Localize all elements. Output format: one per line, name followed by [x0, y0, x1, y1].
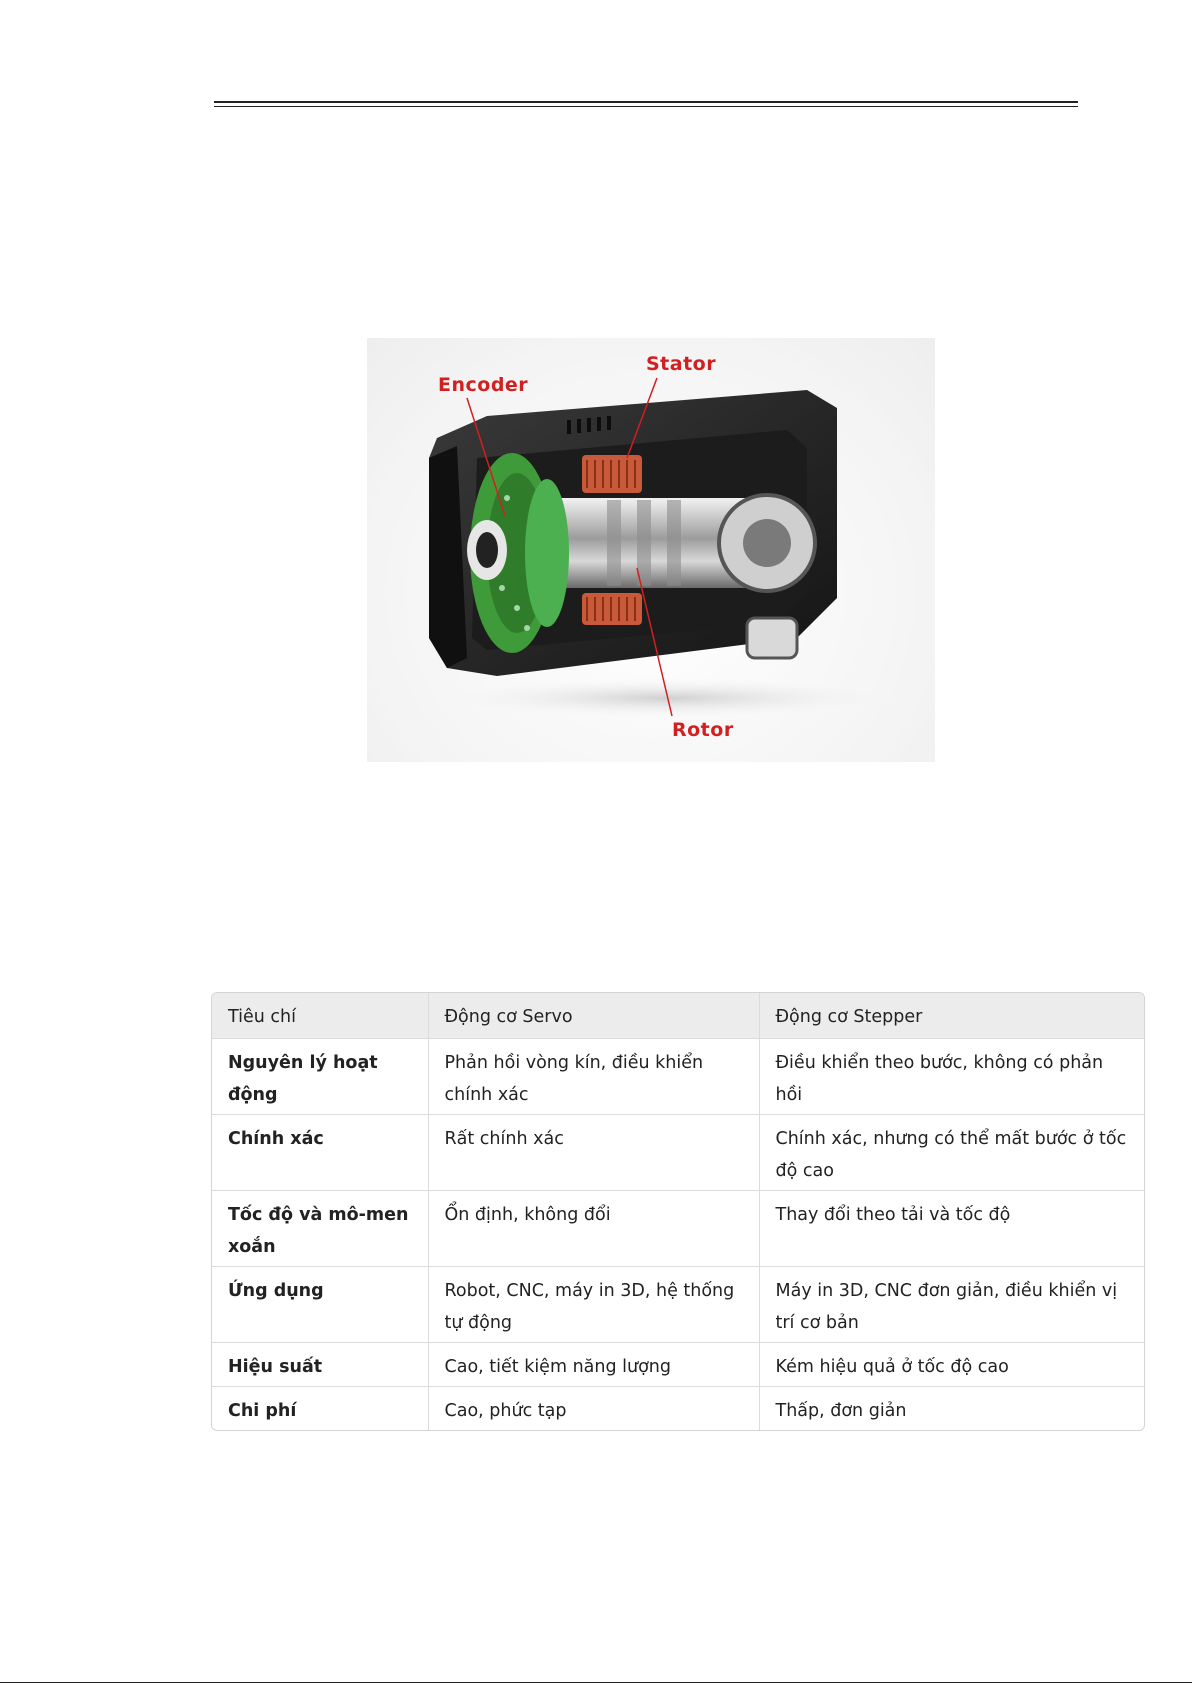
row-servo: Cao, tiết kiệm năng lượng	[428, 1343, 759, 1387]
comparison-table-container	[211, 992, 1145, 1431]
row-servo: Ổn định, không đổi	[428, 1191, 759, 1267]
row-stepper: Máy in 3D, CNC đơn giản, điều khiển vị trí cơ bản	[759, 1267, 1144, 1343]
row-servo: Rất chính xác	[428, 1115, 759, 1191]
row-stepper: Chính xác, nhưng có thể mất bước ở tốc độ cao	[759, 1115, 1144, 1191]
table-header-row	[212, 993, 1144, 1039]
row-stepper: Điều khiển theo bước, không có phản hồi	[759, 1039, 1144, 1115]
servo-motor-cutaway-figure	[367, 338, 935, 762]
row-stepper: Thấp, đơn giản	[775, 1401, 907, 1421]
row-criteria: Chi phí	[212, 1387, 428, 1431]
table-row	[212, 1039, 1144, 1115]
header-rule	[214, 101, 1078, 107]
row-servo: Cao, phức tạp	[428, 1387, 759, 1431]
row-stepper: Kém hiệu quả ở tốc độ cao	[759, 1343, 1144, 1387]
row-criteria: Chính xác	[212, 1115, 428, 1191]
servo-motor-illustration	[367, 338, 935, 762]
table-row	[212, 1191, 1144, 1267]
row-servo: Phản hồi vòng kín, điều khiển chính xác	[428, 1039, 759, 1115]
row-stepper: Thay đổi theo tải và tốc độ	[759, 1191, 1144, 1267]
table-row	[212, 1343, 1144, 1387]
row-criteria: Ứng dụng	[212, 1267, 428, 1343]
row-criteria: Tốc độ và mô-men xoắn	[212, 1191, 428, 1267]
header-criteria: Tiêu chí	[212, 993, 428, 1039]
rotor-label: Rotor	[672, 719, 734, 741]
row-servo: Robot, CNC, máy in 3D, hệ thống tự động	[428, 1267, 759, 1343]
footer-rule	[0, 1682, 1192, 1683]
stator-label: Stator	[646, 353, 717, 375]
servo-vs-stepper-table	[212, 993, 1144, 1430]
table-row	[212, 1267, 1144, 1343]
table-row	[212, 1387, 1144, 1431]
table-row	[212, 1115, 1144, 1191]
row-criteria: Nguyên lý hoạt động	[212, 1039, 428, 1115]
row-criteria: Hiệu suất	[212, 1343, 428, 1387]
header-stepper: Động cơ Stepper	[759, 993, 1144, 1039]
header-servo: Động cơ Servo	[428, 993, 759, 1039]
encoder-label: Encoder	[438, 374, 529, 396]
